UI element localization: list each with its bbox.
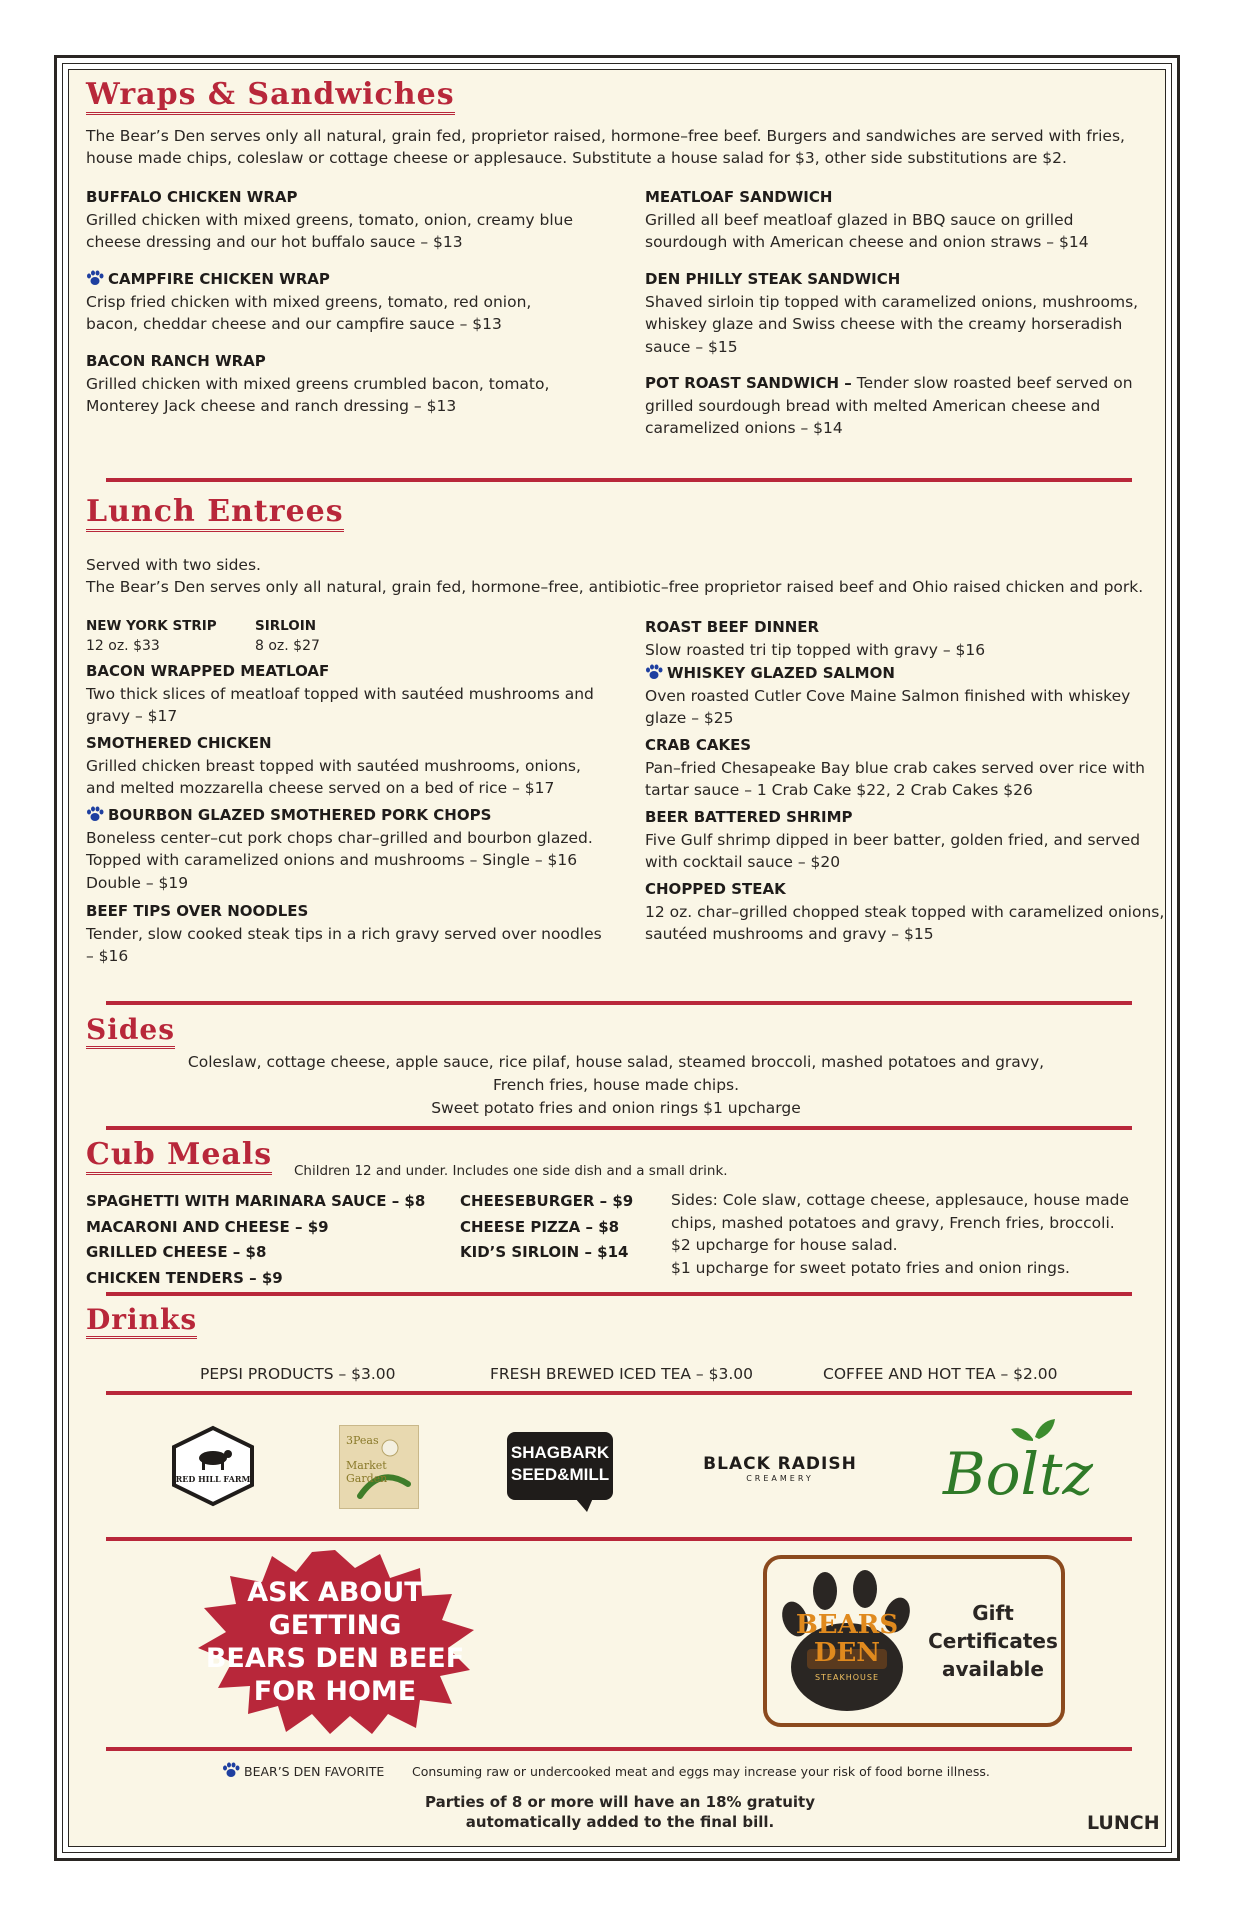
item-name: BEER BATTERED SHRIMP: [645, 808, 853, 826]
drink-item: FRESH BREWED ICED TEA – $3.00: [490, 1365, 753, 1383]
sides-line-2: French fries, house made chips.: [492, 1076, 740, 1094]
cub-col-1: [86, 1189, 466, 1291]
item-desc: Grilled chicken with mixed greens crumbled bacon, tomato, Monterey Jack cheese and ranch dressing – $13: [86, 374, 550, 415]
item-desc: Pan–fried Chesapeake Bay blue crab cakes served over rice with tartar sauce – 1 Crab Cake $22, 2 Crab Cakes $26: [645, 758, 1145, 799]
section-title-cub: Cub Meals: [86, 1140, 272, 1175]
entrees-intro-2: The Bear’s Den serves only all natural, grain fed, hormone–free, antibiotic–free proprietor raised beef and Ohio raised chicken and pork.: [86, 578, 1144, 596]
item-desc: Grilled all beef meatloaf glazed in BBQ sauce on grilled sourdough with American cheese and onion straws – $14: [645, 210, 1089, 251]
cub-item: CHICKEN TENDERS – $9: [86, 1268, 283, 1287]
item-desc: Two thick slices of meatloaf topped with sautéed mushrooms and gravy – $17: [86, 684, 594, 725]
section-title-drinks: Drinks: [86, 1306, 197, 1339]
gratuity-line-2: automatically added to the final bill.: [465, 1813, 775, 1831]
item-name: CRAB CAKES: [645, 736, 752, 754]
section-divider: [106, 1537, 1132, 1541]
cub-item: CHEESE PIZZA – $8: [460, 1217, 620, 1236]
favorite-legend: [222, 1762, 384, 1779]
cub-sides-line: Sides: Cole slaw, cottage cheese, applesauce, house made: [671, 1191, 1130, 1209]
menu-item: [86, 732, 606, 800]
bears-text: BEARS: [795, 1610, 899, 1640]
cub-item: GRILLED CHEESE – $8: [86, 1243, 267, 1261]
item-name: BUFFALO CHICKEN WRAP: [86, 188, 298, 206]
menu-item: [645, 734, 1165, 802]
menu-item: [645, 616, 1165, 661]
gift-certificate-box: [763, 1555, 1065, 1727]
cub-sides: [671, 1189, 1151, 1279]
lunch-tag: LUNCH: [1087, 1812, 1160, 1834]
section-divider: [106, 1001, 1132, 1005]
menu-item: [645, 878, 1165, 946]
favorite-legend-text: BEAR’S DEN FAVORITE: [244, 1764, 385, 1779]
section-divider: [106, 1391, 1132, 1395]
shagbark-text-2: SEED&MILL: [510, 1465, 610, 1484]
bears-den-paw-logo: [777, 1567, 917, 1717]
paw-icon: [86, 806, 104, 822]
section-divider: [106, 478, 1132, 482]
gift-line-3: available: [942, 1657, 1044, 1681]
item-name: BACON RANCH WRAP: [86, 352, 266, 370]
sides-line-1: Coleslaw, cottage cheese, apple sauce, rice pilaf, house salad, steamed broccoli, mashed potatoes and gravy,: [187, 1053, 1045, 1071]
wraps-intro: The Bear’s Den serves only all natural, grain fed, proprietor raised, hormone–free beef. Burgers and sandwiches are served with fries, house made chips, coleslaw or cottage cheese or applesauce. Substitute a house salad for $3, other side substitutions are $2.: [86, 127, 1125, 167]
menu-item: [645, 186, 1145, 254]
section-divider: [106, 1292, 1132, 1296]
entrees-intro-1: Served with two sides.: [86, 556, 261, 574]
menu-item-ny-strip: [86, 616, 236, 656]
red-hill-farm-logo: [170, 1425, 256, 1507]
gratuity-notice: [360, 1792, 880, 1832]
item-desc: Boneless center–cut pork chops char–grilled and bourbon glazed. Topped with caramelized onions and mushrooms – Single – $16 Double – $19: [86, 828, 593, 892]
menu-item: [86, 804, 606, 894]
paw-icon: [86, 270, 104, 286]
paw-icon: [645, 664, 663, 680]
steakhouse-text: STEAKHOUSE: [814, 1673, 880, 1682]
raw-food-warning: Consuming raw or undercooked meat and eggs may increase your risk of food borne illness.: [412, 1764, 990, 1779]
item-name: NEW YORK STRIP: [86, 618, 217, 634]
cub-item: KID’S SIRLOIN – $14: [460, 1243, 629, 1261]
promo-line-1: ASK ABOUT: [247, 1577, 423, 1608]
menu-item: [645, 372, 1145, 440]
drink-item: PEPSI PRODUCTS – $3.00: [200, 1365, 396, 1383]
menu-item: [86, 186, 586, 254]
item-name: WHISKEY GLAZED SALMON: [667, 664, 895, 682]
cub-sides-line: chips, mashed potatoes and gravy, French fries, broccoli.: [671, 1213, 1115, 1232]
cub-sides-line: $2 upcharge for house salad.: [671, 1236, 898, 1254]
section-divider: [106, 1126, 1132, 1130]
item-desc: Grilled chicken with mixed greens, tomato, onion, creamy blue cheese dressing and our hot buffalo sauce – $13: [86, 210, 574, 251]
item-name: DEN PHILLY STEAK SANDWICH: [645, 270, 901, 288]
gift-line-2: Certificates: [928, 1629, 1058, 1653]
beef-promo-starburst: [190, 1548, 480, 1736]
menu-item: [86, 900, 606, 968]
menu-item-sirloin: [255, 616, 405, 656]
item-name: BEEF TIPS OVER NOODLES: [86, 902, 309, 920]
cub-item: CHEESEBURGER – $9: [460, 1192, 634, 1210]
item-price: 8 oz. $27: [255, 638, 320, 654]
creamery-text: CREAMERY: [746, 1473, 814, 1483]
menu-item: [86, 660, 606, 728]
shagbark-logo: [505, 1430, 615, 1514]
item-name: CHOPPED STEAK: [645, 880, 786, 898]
promo-line-2: GETTING: [268, 1610, 402, 1641]
3peas-text-3: Garden: [346, 1472, 388, 1485]
shagbark-text-1: SHAGBARK: [510, 1443, 610, 1462]
red-hill-farm-text: RED HILL FARM: [175, 1474, 251, 1484]
section-title-entrees: Lunch Entrees: [86, 497, 344, 532]
3peas-text-1: 3Peas: [346, 1434, 379, 1447]
item-desc: 12 oz. char–grilled chopped steak topped with caramelized onions, sautéed mushrooms and gravy – $15: [645, 902, 1165, 943]
item-desc: Grilled chicken breast topped with sautéed mushrooms, onions, and melted mozzarella cheese served on a bed of rice – $17: [86, 756, 581, 797]
drink-item: COFFEE AND HOT TEA – $2.00: [823, 1365, 1058, 1383]
gift-line-1: Gift: [972, 1601, 1014, 1625]
promo-line-3: BEARS DEN BEEF: [205, 1643, 465, 1674]
cub-item: SPAGHETTI WITH MARINARA SAUCE – $8: [86, 1192, 426, 1210]
item-name: ROAST BEEF DINNER: [645, 618, 820, 636]
item-desc: Shaved sirloin tip topped with caramelized onions, mushrooms, whiskey glaze and Swiss cheese with the creamy horseradish sauce – $15: [645, 292, 1139, 356]
item-name: CAMPFIRE CHICKEN WRAP: [108, 270, 330, 288]
item-desc: Oven roasted Cutler Cove Maine Salmon finished with whiskey glaze – $25: [645, 686, 1131, 727]
item-name: BACON WRAPPED MEATLOAF: [86, 662, 330, 680]
sides-line-3: Sweet potato fries and onion rings $1 upcharge: [431, 1099, 801, 1117]
item-name: BOURBON GLAZED SMOTHERED PORK CHOPS: [108, 806, 492, 824]
black-radish-text: BLACK RADISH: [703, 1453, 857, 1474]
menu-item: [86, 350, 586, 418]
menu-item: [645, 806, 1165, 874]
section-title-wraps: Wraps & Sandwiches: [86, 80, 455, 115]
den-text: DEN: [813, 1638, 881, 1668]
cub-note: Children 12 and under. Includes one side dish and a small drink.: [294, 1163, 728, 1179]
paw-icon: [222, 1762, 240, 1778]
item-desc: Crisp fried chicken with mixed greens, tomato, red onion, bacon, cheddar cheese and our campfire sauce – $13: [86, 292, 532, 333]
gratuity-line-1: Parties of 8 or more will have an 18% gratuity: [425, 1793, 815, 1811]
cub-sides-line: $1 upcharge for sweet potato fries and onion rings.: [671, 1258, 1070, 1277]
menu-item: [645, 662, 1165, 730]
item-desc: Slow roasted tri tip topped with gravy – $16: [645, 640, 986, 659]
item-name: POT ROAST SANDWICH –: [645, 374, 852, 392]
promo-line-4: FOR HOME: [253, 1676, 417, 1707]
boltz-text: Boltz: [943, 1440, 1093, 1508]
black-radish-logo: [700, 1448, 860, 1488]
menu-item: [645, 268, 1145, 358]
section-divider: [106, 1747, 1132, 1751]
item-desc: Five Gulf shrimp dipped in beer batter, golden fried, and served with cocktail sauce – $20: [645, 830, 1141, 871]
item-desc: Tender slow roasted beef served on grilled sourdough bread with melted American cheese and caramelized onions – $14: [645, 374, 1133, 437]
menu-item: [86, 268, 586, 336]
item-name: MEATLOAF SANDWICH: [645, 188, 833, 206]
cub-item: MACARONI AND CHEESE – $9: [86, 1217, 329, 1236]
boltz-logo: [935, 1415, 1093, 1515]
item-price: 12 oz. $33: [86, 638, 160, 654]
cub-col-2: [460, 1189, 660, 1266]
section-title-sides: Sides: [86, 1016, 175, 1049]
item-name: SMOTHERED CHICKEN: [86, 734, 272, 752]
3peas-logo: [339, 1425, 419, 1509]
item-desc: Tender, slow cooked steak tips in a rich gravy served over noodles – $16: [86, 924, 602, 965]
item-name: SIRLOIN: [255, 618, 317, 634]
3peas-text-2: Market: [346, 1459, 387, 1472]
